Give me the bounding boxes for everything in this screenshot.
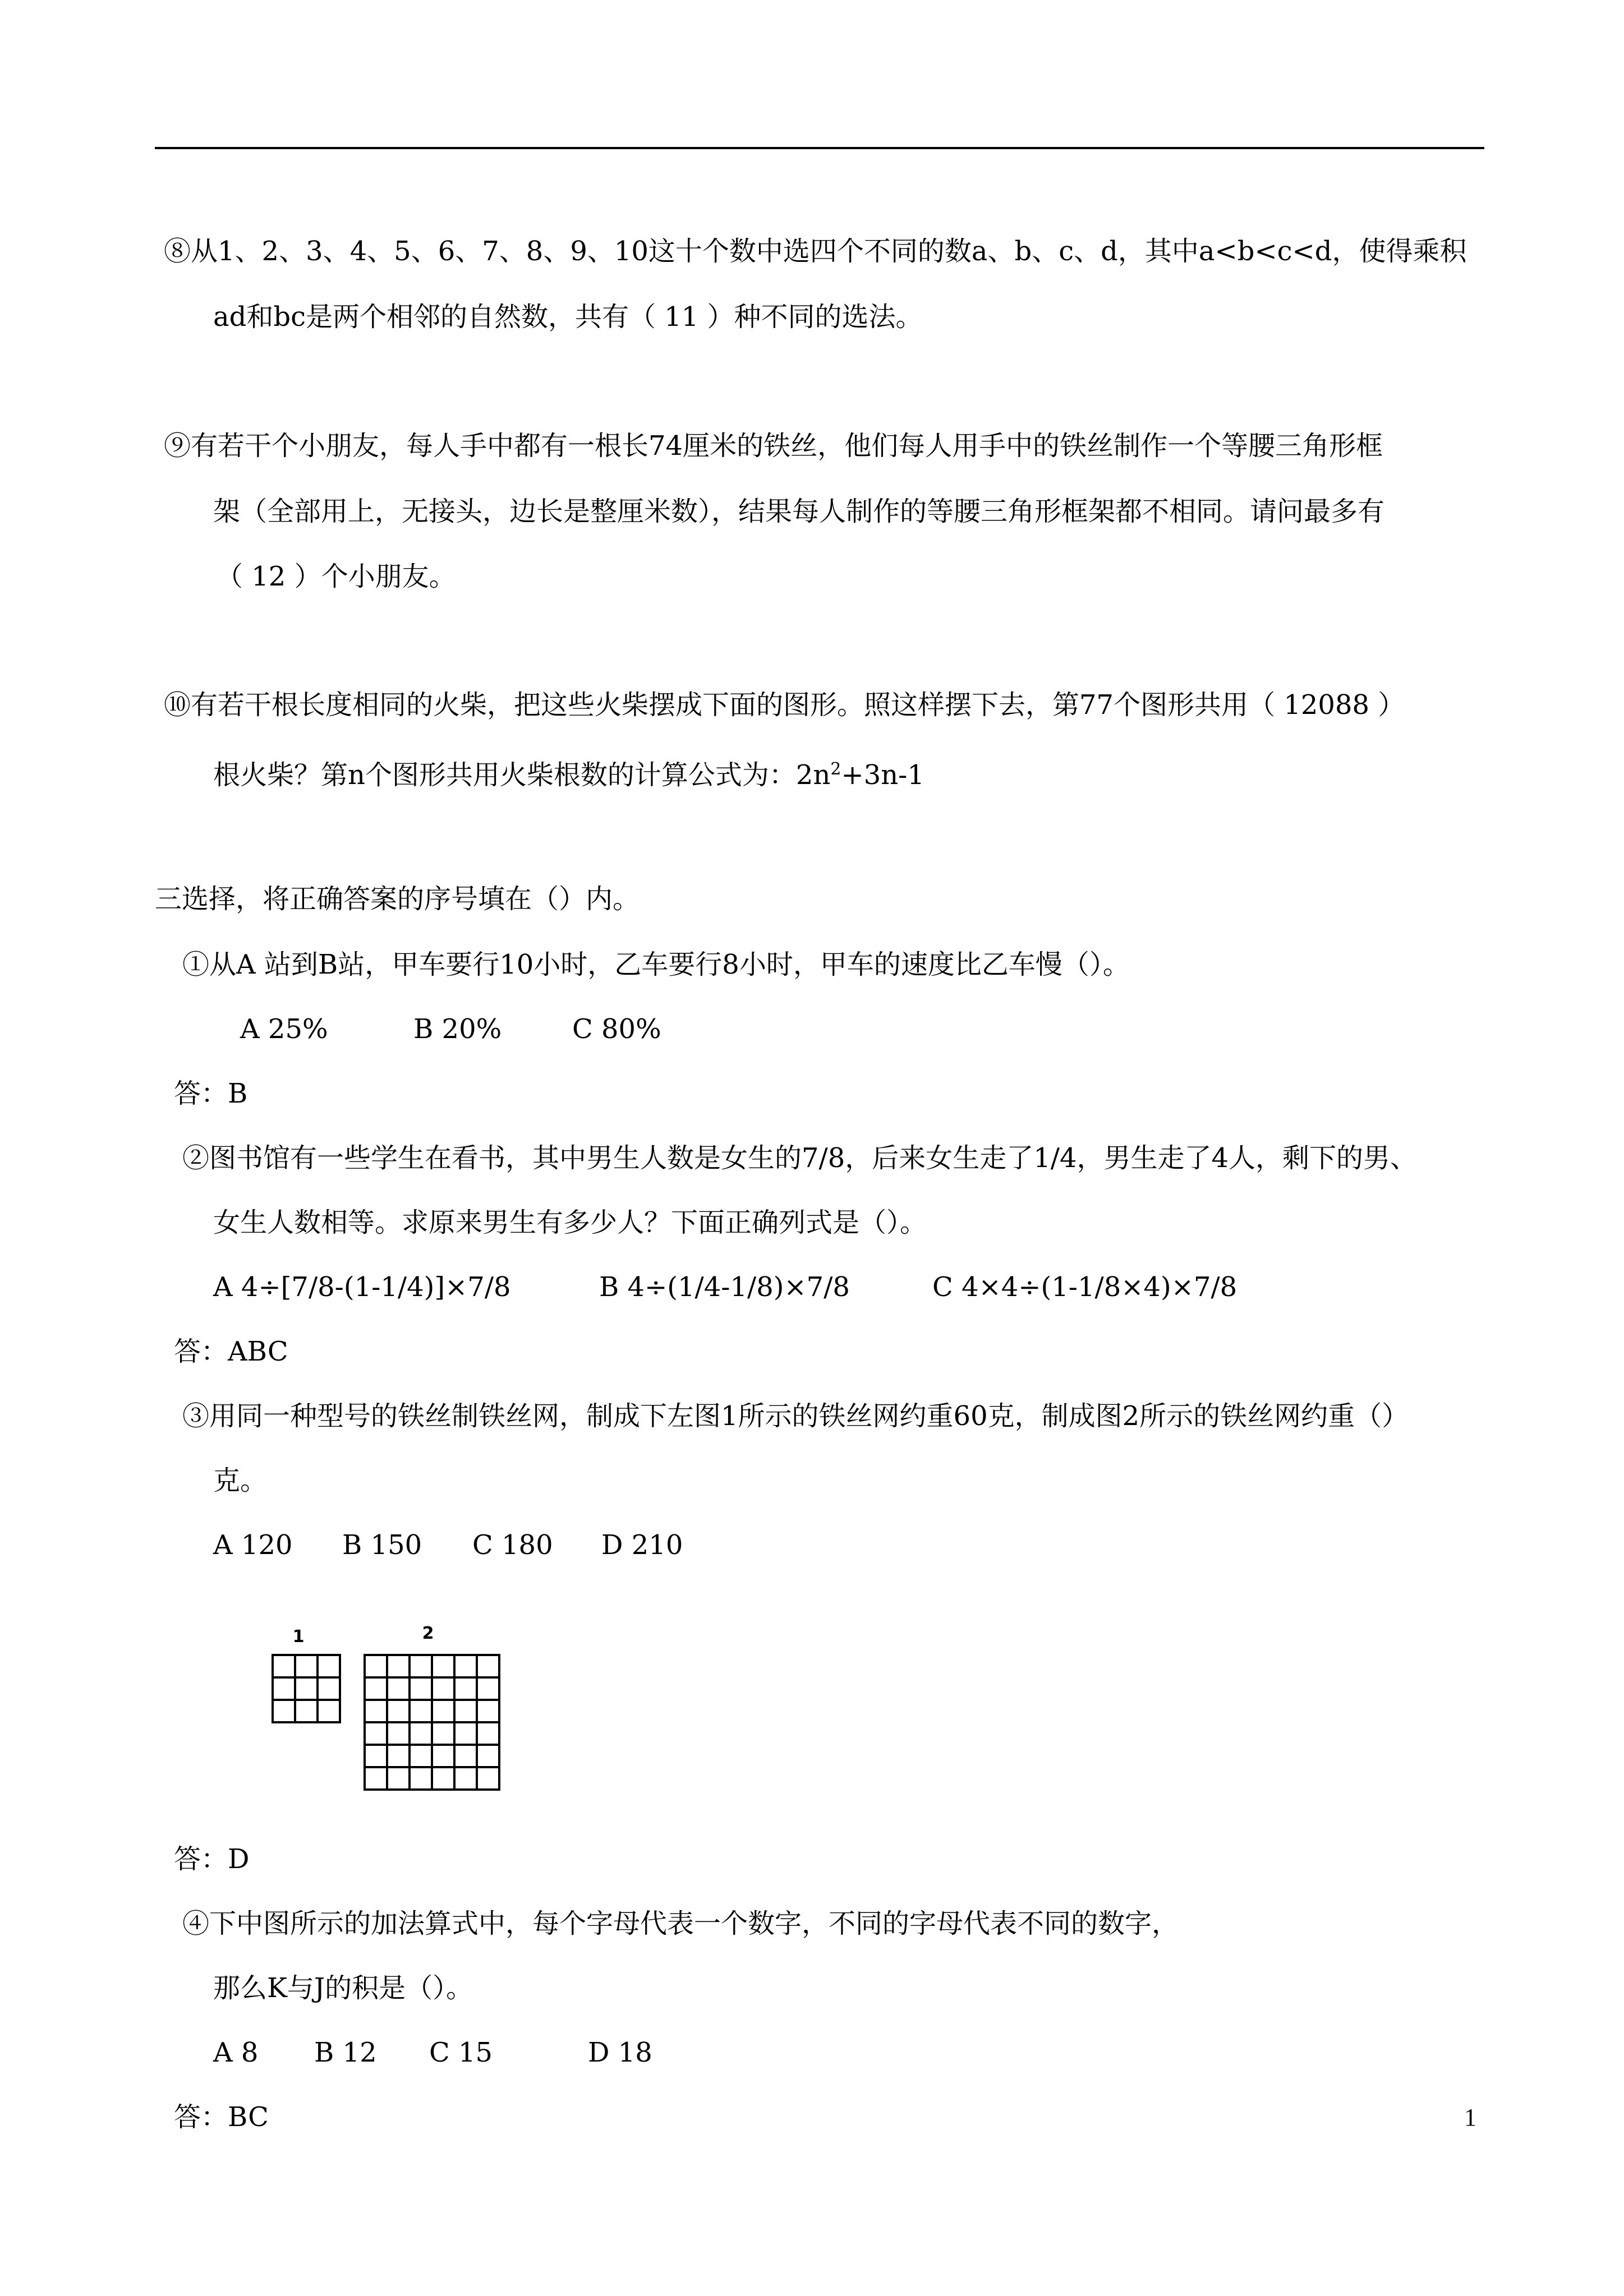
s3-q3-answer: 答：D bbox=[174, 1843, 250, 1875]
q10-formula-suffix: +3n-1 bbox=[841, 759, 924, 791]
s3-q2-line1: ②图书馆有一些学生在看书，其中男生人数是女生的7/8，后来女生走了1/4，男生走了4人，剩下的男、 bbox=[182, 1142, 1418, 1174]
q9-line3: （ 12 ）个小朋友。 bbox=[216, 561, 456, 592]
wire-mesh-figures bbox=[264, 1624, 510, 1792]
q10-line2 bbox=[213, 753, 924, 792]
s3-q3-line2: 克。 bbox=[213, 1465, 268, 1496]
s3-q3-line1: ③用同一种型号的铁丝制铁丝网，制成下左图1所示的铁丝网约重60克，制成图2所示的铁丝网约重（） bbox=[182, 1400, 1409, 1432]
s3-q1-option-b: B 20% bbox=[413, 1013, 502, 1045]
q9-line1: ⑨有若干个小朋友，每人手中都有一根长74厘米的铁丝，他们每人用手中的铁丝制作一个等腰三角形框 bbox=[164, 430, 1383, 462]
s3-q4-option-a: A 8 bbox=[213, 2037, 259, 2068]
s3-q4-answer: 答：BC bbox=[174, 2101, 269, 2133]
s3-q4-line2: 那么K与J的积是（）。 bbox=[213, 1972, 473, 2004]
q10-formula-exponent: 2 bbox=[830, 759, 841, 779]
s3-q4-line1: ④下中图所示的加法算式中，每个字母代表一个数字，不同的字母代表不同的数字， bbox=[182, 1908, 1179, 1939]
s3-q2-option-b: B 4÷(1/4-1/8)×7/8 bbox=[599, 1271, 850, 1303]
figure1-mesh-3x3 bbox=[273, 1655, 340, 1722]
q8-line2: ad和bc是两个相邻的自然数，共有（ 11 ）种不同的选法。 bbox=[213, 301, 923, 333]
s3-q4-option-c: C 15 bbox=[429, 2037, 493, 2068]
s3-q3-option-b: B 150 bbox=[342, 1529, 422, 1561]
q10-formula-prefix: 根火柴？第n个图形共用火柴根数的计算公式为：2n bbox=[213, 759, 831, 791]
q10-line1: ⑩有若干根长度相同的火柴，把这些火柴摆成下面的图形。照这样摆下去，第77个图形共用（ 12088 ） bbox=[164, 689, 1405, 721]
s3-q1-answer: 答：B bbox=[174, 1078, 248, 1109]
s3-q3-option-d: D 210 bbox=[601, 1529, 683, 1561]
s3-q2-answer: 答：ABC bbox=[174, 1336, 288, 1367]
s3-q4-option-b: B 12 bbox=[314, 2037, 377, 2068]
figure1-label: 1 bbox=[292, 1627, 305, 1647]
figure2-label: 2 bbox=[422, 1624, 434, 1643]
s3-q4-option-d: D 18 bbox=[588, 2037, 652, 2068]
s3-q2-line2: 女生人数相等。求原来男生有多少人？下面正确列式是（）。 bbox=[213, 1207, 927, 1238]
figure2-mesh-6x6 bbox=[365, 1655, 499, 1790]
s3-q1-option-c: C 80% bbox=[572, 1013, 661, 1045]
q8-line1: ⑧从1、2、3、4、5、6、7、8、9、10这十个数中选四个不同的数a、b、c、d，其中a<b<c<d，使得乘积 bbox=[164, 236, 1467, 267]
page-number: 1 bbox=[1464, 2104, 1476, 2131]
q9-line2: 架（全部用上，无接头，边长是整厘米数），结果每人制作的等腰三角形框架都不相同。请问最多有 bbox=[213, 496, 1385, 527]
s3-q1-question: ①从A 站到B站，甲车要行10小时，乙车要行8小时，甲车的速度比乙车慢（）。 bbox=[182, 949, 1130, 980]
s3-q2-option-a: A 4÷[7/8-(1-1/4)]×7/8 bbox=[213, 1271, 511, 1303]
s3-q1-option-a: A 25% bbox=[240, 1013, 328, 1045]
s3-q3-option-c: C 180 bbox=[472, 1529, 553, 1561]
header-rule bbox=[155, 147, 1484, 149]
s3-q3-option-a: A 120 bbox=[213, 1529, 293, 1561]
s3-q2-option-c: C 4×4÷(1-1/8×4)×7/8 bbox=[932, 1271, 1237, 1303]
section3-title: 三选择，将正确答案的序号填在（）内。 bbox=[155, 883, 640, 915]
